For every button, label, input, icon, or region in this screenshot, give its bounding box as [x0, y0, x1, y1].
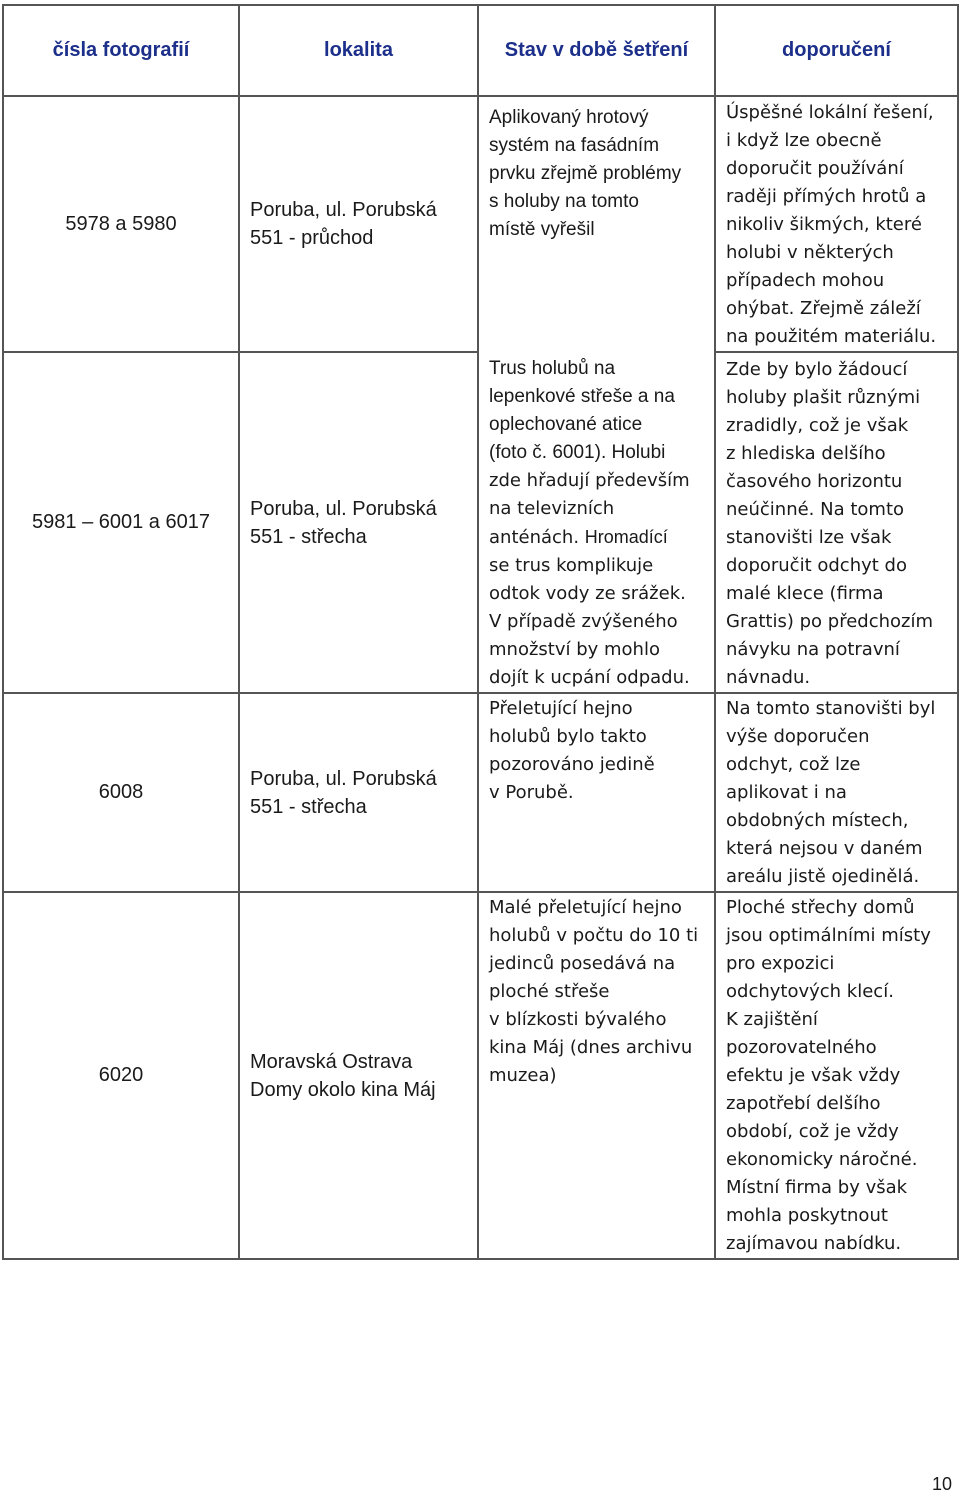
recommendation-line: odchyt, což lze [726, 754, 861, 775]
state-line: jedinců posedává na [489, 953, 676, 974]
recommendation-line: obdobných místech, [726, 810, 909, 831]
state-line: prvku zřejmě problémy [489, 163, 682, 184]
state-line: zde hřadují především [489, 470, 690, 491]
state-line: dojít k ucpání odpadu. [489, 667, 690, 688]
state-line: holubů v počtu do 10 ti [489, 925, 699, 946]
state-line: systém na fasádním [489, 135, 660, 156]
recommendation-line: holuby plašit různými [726, 387, 921, 408]
state-line: ploché střeše [489, 981, 610, 1002]
recommendation-line: případech mohou [726, 270, 885, 291]
recommendation-line: holubi v některých [726, 242, 894, 263]
state-cell [478, 693, 715, 892]
recommendation-line: která nejsou v daném [726, 838, 923, 859]
recommendation-line: výše doporučen [726, 726, 870, 747]
state-line: (foto č. 6001). Holubi [489, 442, 666, 463]
header-recommendation: doporučení [715, 5, 958, 96]
header-row [3, 5, 958, 96]
location-line: Poruba, ul. Porubská [250, 497, 437, 520]
location-line: Poruba, ul. Porubská [250, 767, 437, 790]
header-location: lokalita [239, 5, 478, 96]
state-cell [478, 892, 715, 1259]
state-line: místě vyřešil [489, 219, 595, 240]
state-line: Aplikovaný hrotový [489, 107, 649, 128]
location-cell [239, 352, 478, 693]
state-line: odtok vody ze srážek. [489, 583, 686, 604]
recommendation-line: pro expozici [726, 953, 835, 974]
recommendation-line: malé klece (firma [726, 583, 884, 604]
state-line: kina Máj (dnes archivu [489, 1037, 693, 1058]
state-cell [478, 96, 715, 693]
recommendation-line: zajímavou nabídku. [726, 1233, 902, 1254]
recommendation-line: K zajištění [726, 1009, 818, 1030]
recommendation-line: zradidly, což je však [726, 415, 909, 436]
recommendation-line: Grattis) po předchozím [726, 611, 934, 632]
recommendation-line: jsou optimálními místy [726, 925, 931, 946]
state-line: Přeletující hejno [489, 698, 633, 719]
location-cell [239, 892, 478, 1259]
state-line: Malé přeletující hejno [489, 897, 682, 918]
recommendation-line: Úspěšné lokální řešení, [726, 102, 934, 123]
recommendation-line: aplikovat i na [726, 782, 847, 803]
table-row [3, 96, 958, 352]
recommendation-line: mohla poskytnout [726, 1205, 888, 1226]
location-line: Moravská Ostrava [250, 1050, 413, 1073]
recommendation-cell [715, 352, 958, 693]
header-photos: čísla fotografií [3, 5, 239, 96]
photos-cell: 5978 a 5980 [3, 96, 239, 352]
photos-cell: 6008 [3, 693, 239, 892]
recommendation-cell [715, 96, 958, 352]
recommendation-line: období, což je vždy [726, 1121, 899, 1142]
recommendation-line: areálu jistě ojedinělá. [726, 866, 920, 887]
state-line: lepenkové střeše a na [489, 386, 675, 407]
location-line: 551 - střecha [250, 525, 367, 548]
page-number: 10 [932, 1474, 953, 1494]
recommendation-line: ohýbat. Zřejmě záleží [726, 298, 921, 319]
recommendation-line: Na tomto stanovišti byl [726, 698, 936, 719]
recommendation-line: odchytových klecí. [726, 981, 894, 1002]
location-line: Domy okolo kina Máj [250, 1078, 436, 1101]
state-line: Trus holubů na [489, 358, 616, 379]
photos-cell: 6020 [3, 892, 239, 1259]
recommendation-line: neúčinné. Na tomto [726, 499, 905, 520]
state-line: oplechované atice [489, 414, 643, 435]
location-line: 551 - střecha [250, 795, 367, 818]
recommendation-line: doporučit používání [726, 158, 904, 179]
location-cell [239, 693, 478, 892]
recommendation-line: Zde by bylo žádoucí [726, 359, 908, 380]
recommendation-line: raději přímých hrotů a [726, 186, 927, 207]
recommendation-line: nikoliv šikmých, které [726, 214, 922, 235]
recommendation-cell [715, 693, 958, 892]
state-line: na televizních [489, 498, 615, 519]
inspection-table [2, 4, 959, 1260]
recommendation-cell [715, 892, 958, 1259]
state-line: pozorováno jedině [489, 754, 655, 775]
recommendation-line: ekonomicky náročné. [726, 1149, 918, 1170]
recommendation-line: Místní firma by však [726, 1177, 908, 1198]
recommendation-line: i když lze obecně [726, 130, 882, 151]
photos-cell: 5981 – 6001 a 6017 [3, 352, 239, 693]
recommendation-line: návnadu. [726, 667, 811, 688]
recommendation-line: časového horizontu [726, 471, 903, 492]
location-cell [239, 96, 478, 352]
state-line: holubů bylo takto [489, 726, 647, 747]
state-line: muzea) [489, 1065, 557, 1086]
state-line: anténách. [489, 527, 580, 548]
recommendation-line: stanovišti lze však [726, 527, 892, 548]
state-line: s holuby na tomto [489, 191, 639, 212]
recommendation-line: na použitém materiálu. [726, 326, 937, 347]
location-line: Poruba, ul. Porubská [250, 199, 437, 221]
location-line: 551 - průchod [250, 227, 374, 249]
recommendation-line: doporučit odchyt do [726, 555, 907, 576]
recommendation-line: z hlediska delšího [726, 443, 886, 464]
table-row [3, 892, 958, 1259]
state-line: v Porubě. [489, 782, 574, 803]
state-line: množství by mohlo [489, 639, 660, 660]
state-line: V případě zvýšeného [489, 611, 678, 632]
state-line: Hromadící [584, 527, 668, 547]
recommendation-line: zapotřebí delšího [726, 1093, 881, 1114]
recommendation-line: pozorovatelného [726, 1037, 877, 1058]
table-row [3, 693, 958, 892]
recommendation-line: efektu je však vždy [726, 1065, 901, 1086]
header-state: Stav v době šetření [478, 5, 715, 96]
state-line: v blízkosti bývalého [489, 1009, 667, 1030]
state-line: se trus komplikuje [489, 555, 654, 576]
recommendation-line: Ploché střechy domů [726, 897, 915, 918]
recommendation-line: návyku na potravní [726, 639, 900, 660]
